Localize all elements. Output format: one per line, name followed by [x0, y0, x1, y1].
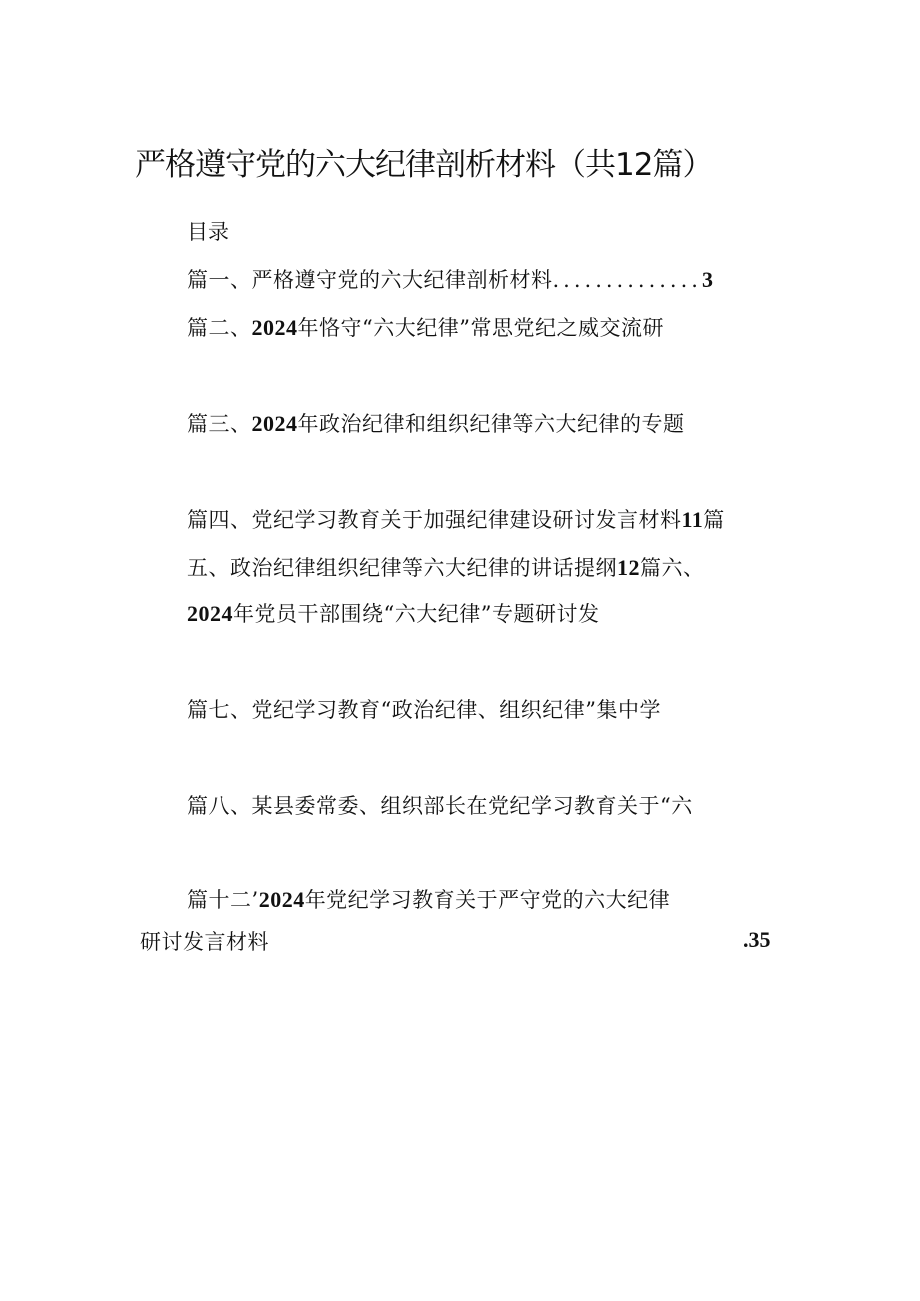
- toc-item-4[interactable]: [187, 504, 725, 534]
- toc-item-2-year: 2024: [251, 315, 298, 340]
- toc-item-7-text: 篇七、党纪学习教育“政治纪律、组织纪律”集中学: [187, 698, 661, 722]
- toc-item-4-page: 11: [681, 507, 704, 532]
- toc-item-8[interactable]: [187, 790, 693, 820]
- toc-heading: 目录: [187, 220, 229, 244]
- toc-item-12-prefix: 篇十二’: [187, 888, 259, 912]
- toc-item-12-text: 年党纪学习教育关于严守党的六大纪律: [304, 888, 671, 912]
- toc-item-5-tail: 篇六、: [640, 556, 705, 580]
- toc-item-6-year: 2024: [187, 601, 233, 626]
- toc-item-5[interactable]: [187, 552, 705, 582]
- document-title: 严格遵守党的六大纪律剖析材料（共12篇）: [135, 147, 713, 183]
- toc-item-2-text: 年恪守“六大纪律”常思党纪之威交流研: [297, 316, 664, 340]
- toc-item-1[interactable]: [187, 264, 713, 294]
- toc-item-5-text: 五、政治纪律组织纪律等六大纪律的讲话提纲: [187, 556, 617, 580]
- toc-item-12-page: .35: [743, 927, 771, 952]
- toc-item-12-continuation: 研讨发言材料: [140, 930, 269, 954]
- toc-item-3-text: 年政治纪律和组织纪律等六大纪律的专题: [297, 412, 685, 436]
- toc-item-1-page: 3: [701, 267, 714, 292]
- toc-item-1-dots: ..............: [552, 268, 702, 292]
- toc-item-3-prefix: 篇三、: [187, 412, 252, 436]
- toc-item-2[interactable]: [187, 312, 664, 342]
- toc-item-2-prefix: 篇二、: [187, 316, 252, 340]
- toc-item-4-tail: 篇: [703, 508, 725, 532]
- toc-item-3-year: 2024: [251, 411, 298, 436]
- toc-item-7[interactable]: [187, 694, 661, 724]
- toc-item-4-text: 篇四、党纪学习教育关于加强纪律建设研讨发言材料: [187, 508, 682, 532]
- toc-item-1-text: 篇一、严格遵守党的六大纪律剖析材料: [187, 268, 553, 292]
- toc-item-12-year: 2024: [258, 887, 305, 912]
- toc-item-8-text: 篇八、某县委常委、组织部长在党纪学习教育关于“六: [187, 794, 693, 818]
- toc-item-3[interactable]: [187, 408, 685, 438]
- toc-item-6[interactable]: [187, 598, 599, 628]
- toc-item-12[interactable]: [187, 884, 670, 914]
- toc-item-5-page: 12: [617, 555, 640, 580]
- toc-item-6-text: 年党员干部围绕“六大纪律”专题研讨发: [233, 602, 600, 626]
